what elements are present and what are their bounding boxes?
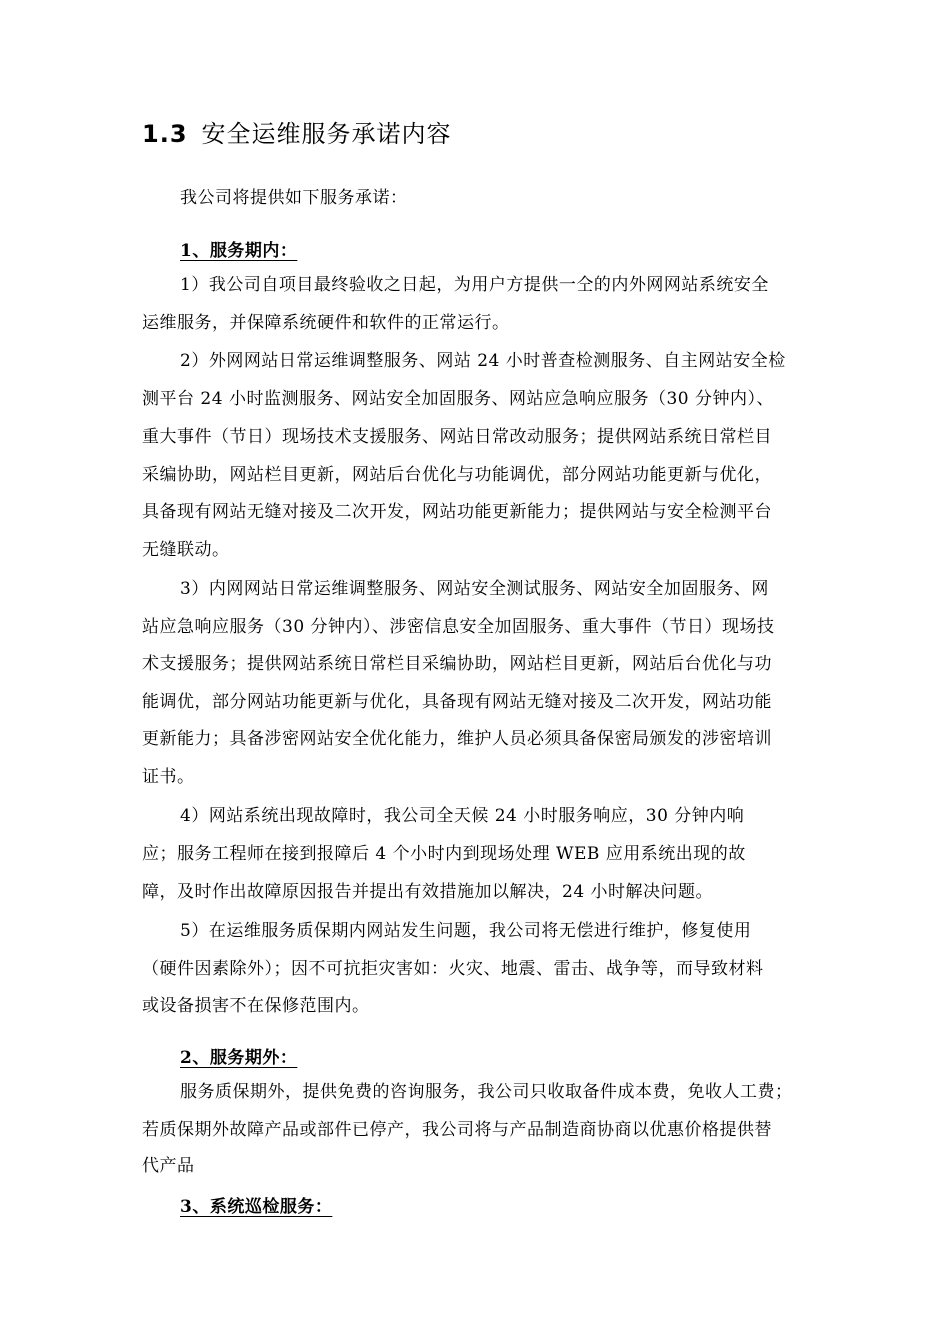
s1-p4-line: 障，及时作出故障原因报告并提出有效措施加以解决，24 小时解决问题。 [142, 882, 714, 902]
s1-p2-line: 2）外网网站日常运维调整服务、网站 24 小时普查检测服务、自主网站安全检 [180, 351, 786, 371]
s1-p1-line: 1）我公司自项目最终验收之日起，为用户方提供一仝的内外网网站系统安全 [180, 275, 769, 295]
s1-p4-line: 应；服务工程师在接到报障后 4 个小时内到现场处理 WEB 应用系统出现的故 [142, 844, 746, 864]
s1-p2-line: 测平台 24 小时监测服务、网站安全加固服务、网站应急响应服务（30 分钟内）、 [142, 389, 774, 409]
s1-p4-line: 4）网站系统出现故障时，我公司全天候 24 小时服务响应，30 分钟内响 [180, 806, 745, 826]
s1-p2-line: 无缝联动。 [142, 540, 230, 560]
intro-text: 我公司将提供如下服务承诺： [180, 188, 408, 208]
section-heading [142, 114, 452, 149]
s2-p1-line: 代产品 [142, 1156, 195, 1176]
s1-p2-line: 具备现有网站无缝对接及二次开发，网站功能更新能力；提供网站与安全检测平台 [142, 502, 772, 522]
heading-title: 安全运维服务承诺内容 [201, 120, 452, 148]
section3-title: 3、系统巡检服务： [180, 1197, 333, 1217]
s1-p3-line: 站应急响应服务（30 分钟内）、涉密信息安全加固服务、重大事件（节日）现场技 [142, 617, 775, 637]
s1-p5-line: 或设备损害不在保修范围内。 [142, 996, 370, 1016]
s1-p3-line: 3）内网网站日常运维调整服务、网站安全测试服务、网站安全加固服务、网 [180, 579, 769, 599]
section2-title: 2、服务期外： [180, 1048, 298, 1068]
heading-number: 1.3 [142, 120, 188, 148]
s1-p5-line: 5）在运维服务质保期内网站发生问题，我公司将无偿进行维护，修复使用 [180, 921, 752, 941]
s1-p3-line: 术支援服务；提供网站系统日常栏目采编协助，网站栏目更新，网站后台优化与功 [142, 654, 772, 674]
s1-p2-line: 重大事件（节日）现场技术支援服务、网站日常改动服务；提供网站系统日常栏目 [142, 427, 772, 447]
s1-p3-line: 能调优，部分网站功能更新与优化，具备现有网站无缝对接及二次开发，网站功能 [142, 692, 772, 712]
s2-p1-line: 若质保期外故障产品或部件已停产，我公司将与产品制造商协商以优惠价格提供替 [142, 1120, 772, 1140]
section1-title: 1、服务期内： [180, 241, 298, 261]
s1-p5-line: （硬件因素除外）；因不可抗拒灾害如：火灾、地震、雷击、战争等，而导致材料 [142, 959, 764, 979]
s1-p1-line: 运维服务，并保障系统硬件和软件的正常运行。 [142, 313, 510, 333]
s1-p3-line: 证书。 [142, 767, 195, 787]
s1-p3-line: 更新能力；具备涉密网站安全优化能力，维护人员必须具备保密局颁发的涉密培训 [142, 729, 772, 749]
s1-p2-line: 采编协助，网站栏目更新，网站后台优化与功能调优，部分网站功能更新与优化， [142, 465, 772, 485]
s2-p1-line: 服务质保期外，提供免费的咨询服务，我公司只收取备件成本费，免收人工费； [180, 1082, 793, 1102]
